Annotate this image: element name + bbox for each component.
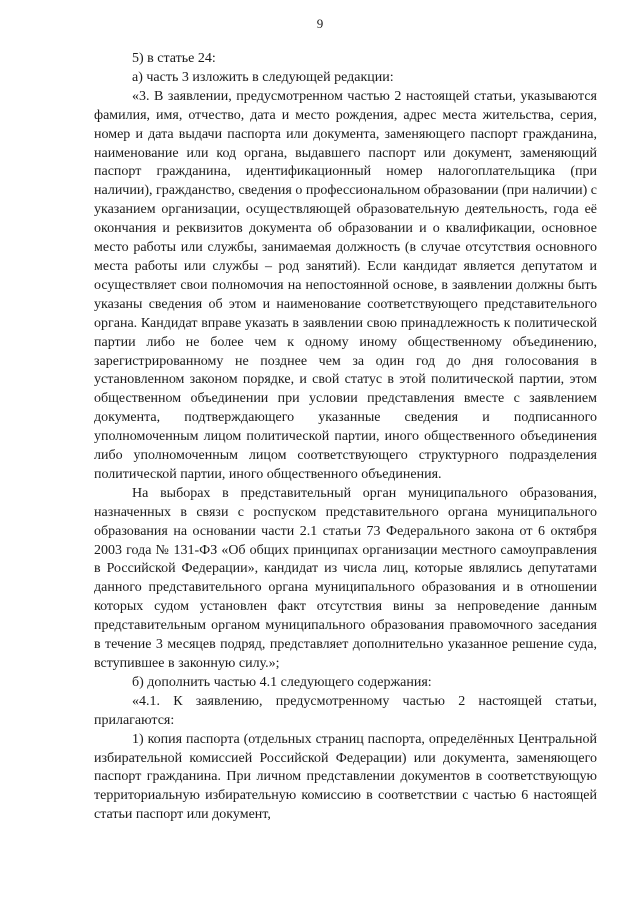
- paragraph-article-24-intro: 5) в статье 24:: [132, 51, 216, 66]
- paragraph-part-4-1-text: «4.1. К заявлению, предусмотренному частью 2 настоящей статьи, прилагаются:: [94, 693, 597, 728]
- page-number: 9: [316, 16, 324, 31]
- document-body: [94, 50, 597, 825]
- paragraph-part-3-text: «3. В заявлении, предусмотренном частью 2 настоящей статьи, указываются фамилия, имя, отчество, дата и место рождения, адрес места жительства, серия, номер и дата выдачи паспорта или документа, заменяющего паспорт гражданина, наименование или код органа, выдавшего паспорт или документ, заменяющий паспорт гражданина, идентификационный номер налогоплательщика (при наличии), гражданство, сведения о профессиональном образовании (при наличии) с указанием организации, осуществляющей образовательную деятельность, года её окончания и реквизитов документа об образовании и о квалификации, основное место работы или службы, занимаемая должность (в случае отсутствия основного места работы или службы – род занятий). Если кандидат является депутатом и осуществляет свои полномочия на непостоянной основе, в заявлении должны быть указаны сведения об этом и наименование соответствующего представительного органа. Кандидат вправе указать в заявлении свою принадлежность к политической партии либо не более чем к одному иному общественному объединению, зарегистрированному не позднее чем за один год до дня голосования в установленном законом порядке, и свой статус в этой политической партии, этом общественном объединении при условии представления вместе с заявлением документа, подтверждающего указанные сведения и подписанного уполномоченным лицом политической партии, иного общественного объединения либо уполномоченным лицом соответствующего структурного подразделения политической партии, иного общественного объединения.: [94, 88, 597, 482]
- paragraph-part-4-1-instruction: б) дополнить частью 4.1 следующего содержания:: [132, 674, 432, 690]
- paragraph-item-1: 1) копия паспорта (отдельных страниц паспорта, определённых Центральной избирательной комиссией Российской Федерации) или документа, заменяющего паспорт гражданина. При личном представлении документов в соответствующую территориальную избирательную комиссию в соответствии с частью 6 настоящей статьи паспорт или документ,: [94, 731, 597, 823]
- paragraph-part-3-instruction: а) часть 3 изложить в следующей редакции:: [132, 69, 394, 85]
- paragraph-municipal-elections: На выборах в представительный орган муниципального образования, назначенных в связи с роспуском представительного органа муниципального образования на основании части 2.1 статьи 73 Федерального закона от 6 октября 2003 года № 131-ФЗ «Об общих принципах организации местного самоуправления в Российской Федерации», кандидат из числа лиц, которые являлись депутатами данного представительного органа муниципального образования и в отношении которых судом установлен факт отсутствия вины за непроведение данным представительным органом муниципального образования правомочного заседания в течение 3 месяцев подряд, представляет дополнительно указанное решение суда, вступившее в законную силу.»;: [94, 485, 597, 671]
